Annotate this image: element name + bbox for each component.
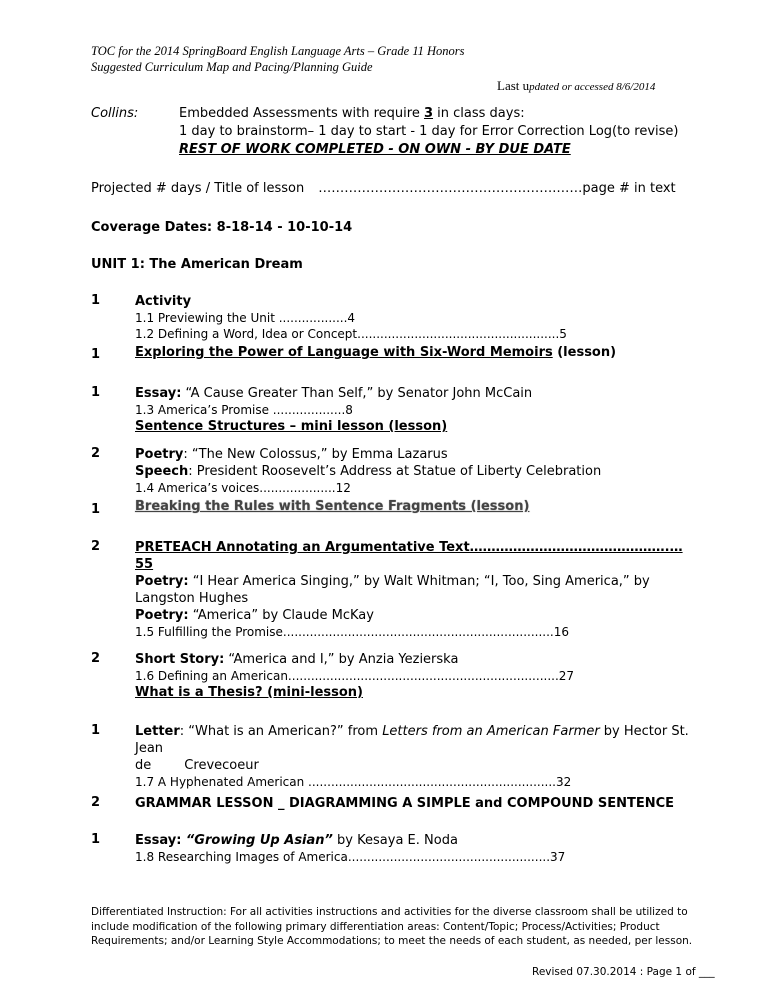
poetry-text: “I Hear America Singing,” by Walt Whitman; “I, Too, Sing America,” by Langston Hughes	[135, 574, 650, 606]
letter-label: Letter	[135, 724, 180, 739]
collins-line-2: 1 day to brainstorm– 1 day to start - 1 day for Error Correction Log(to revise)	[179, 124, 679, 139]
collins-label: Collins:	[91, 106, 139, 121]
entry-days: 2	[91, 795, 101, 810]
activity-line: 1.2 Defining a Word, Idea or Concept.....................................................5	[135, 327, 567, 341]
entry-preteach	[135, 539, 695, 640]
activity-line: 1.8 Researching Images of America.....................................................37	[135, 850, 566, 864]
entry-activities	[135, 293, 695, 361]
entry-days: 1	[91, 293, 101, 308]
essay-label: Essay:	[135, 386, 182, 401]
entry-days: 2	[91, 446, 101, 461]
speech-text: : President Roosevelt’s Address at Statue of Liberty Celebration	[188, 464, 602, 479]
poetry-text: : “The New Colossus,” by Emma Lazarus	[183, 447, 448, 462]
entry-days: 1	[91, 347, 101, 362]
collins-line-1-pre: Embedded Assessments with require	[179, 106, 424, 121]
coverage-dates: Coverage Dates: 8-18-14 - 10-10-14	[91, 220, 353, 235]
entry-days: 1	[91, 385, 101, 400]
entry-days: 2	[91, 539, 101, 554]
letter-book-title: Letters from an American Farmer	[382, 724, 600, 739]
poetry-line	[135, 607, 695, 624]
letter-line	[135, 723, 695, 757]
poetry-label: Poetry	[135, 447, 184, 462]
essay-label: Essay:	[135, 833, 182, 848]
story-label: Short Story:	[135, 652, 225, 667]
entry-short-story	[135, 651, 695, 701]
lesson-tag: (lesson)	[552, 345, 617, 360]
entry-poetry	[135, 446, 695, 515]
grammar-line: GRAMMAR LESSON _ DIAGRAMMING A SIMPLE and COMPOUND SENTENCE	[135, 796, 675, 811]
lesson-line: Sentence Structures – mini lesson (lesson)	[135, 419, 448, 434]
entry-days: 2	[91, 651, 101, 666]
projected-dots: ……………………………………………….……	[318, 181, 583, 196]
activity-line: 1.6 Defining an American.......................................................................27	[135, 669, 575, 683]
entry-essay	[135, 832, 695, 865]
collins-days-count: 3	[423, 106, 434, 121]
entry-grammar	[135, 795, 695, 812]
essay-text: “A Cause Greater Than Self,” by Senator John McCain	[181, 386, 533, 401]
essay-title: “Growing Up Asian”	[181, 833, 333, 848]
entry-days: 1	[91, 502, 101, 517]
lesson-line	[135, 344, 695, 361]
essay-line	[135, 385, 695, 402]
projected-heading	[91, 180, 676, 197]
letter-text: : “What is an American?” from	[179, 724, 383, 739]
speech-line	[135, 463, 695, 480]
header-line-2: Suggested Curriculum Map and Pacing/Planning Guide	[91, 60, 373, 74]
entry-days: 1	[91, 723, 101, 738]
last-updated	[497, 78, 655, 94]
activity-line: 1.5 Fulfilling the Promise.......................................................................16	[135, 625, 569, 639]
preteach-line: PRETEACH Annotating an Argumentative Text……………………………………….…55	[135, 540, 683, 572]
projected-right: page # in text	[582, 181, 676, 196]
entry-days: 1	[91, 832, 101, 847]
poetry-label: Poetry:	[135, 574, 189, 589]
poetry-label: Poetry:	[135, 608, 189, 623]
last-updated-date: pdated or accessed 8/6/2014	[529, 81, 656, 93]
letter-line-2: de Crevecoeur	[135, 758, 259, 773]
speech-label: Speech	[135, 464, 189, 479]
essay-line	[135, 832, 695, 849]
collins-line-3: REST OF WORK COMPLETED - ON OWN - BY DUE DATE	[179, 142, 571, 157]
letter-text: by Hector St. Jean	[135, 724, 689, 756]
lesson-line: What is a Thesis? (mini-lesson)	[135, 685, 363, 700]
essay-text: by Kesaya E. Noda	[332, 833, 458, 848]
collins-line-1	[179, 105, 525, 122]
last-updated-prefix: Last u	[497, 78, 530, 93]
poetry-text: “America” by Claude McKay	[188, 608, 374, 623]
story-line	[135, 651, 695, 668]
activity-line: 1.4 America’s voices....................12	[135, 481, 351, 495]
differentiated-instruction-note: Differentiated Instruction: For all activities instructions and activities for the diverse classroom shall be utilized to include modification of the following primary differentiation areas: Content/Topic; Process/Activities; Product Requirements; and/or Learning Style Accommodations; to meet the needs of each student, as needed, per lesson.	[91, 906, 693, 947]
entry-letter	[135, 723, 695, 790]
poetry-line	[135, 573, 695, 607]
activity-heading: Activity	[135, 294, 192, 309]
lesson-title: Exploring the Power of Language with Six-Word Memoirs	[135, 345, 553, 360]
lesson-line: Breaking the Rules with Sentence Fragments (lesson)	[135, 499, 530, 514]
header-line-1: TOC for the 2014 SpringBoard English Language Arts – Grade 11 Honors	[91, 44, 465, 58]
entry-essay	[135, 385, 695, 435]
poetry-line	[135, 446, 695, 463]
projected-left: Projected # days / Title of lesson	[91, 181, 305, 196]
story-text: “America and I,” by Anzia Yezierska	[224, 652, 459, 667]
unit-title: UNIT 1: The American Dream	[91, 257, 303, 272]
collins-line-1-post: in class days:	[433, 106, 525, 121]
activity-line: 1.3 America’s Promise ...................8	[135, 403, 353, 417]
activity-line: 1.1 Previewing the Unit ..................4	[135, 311, 356, 325]
page-revision: Revised 07.30.2014 : Page 1 of ___	[532, 966, 715, 978]
activity-line: 1.7 A Hyphenated American .................................................................32	[135, 775, 572, 789]
